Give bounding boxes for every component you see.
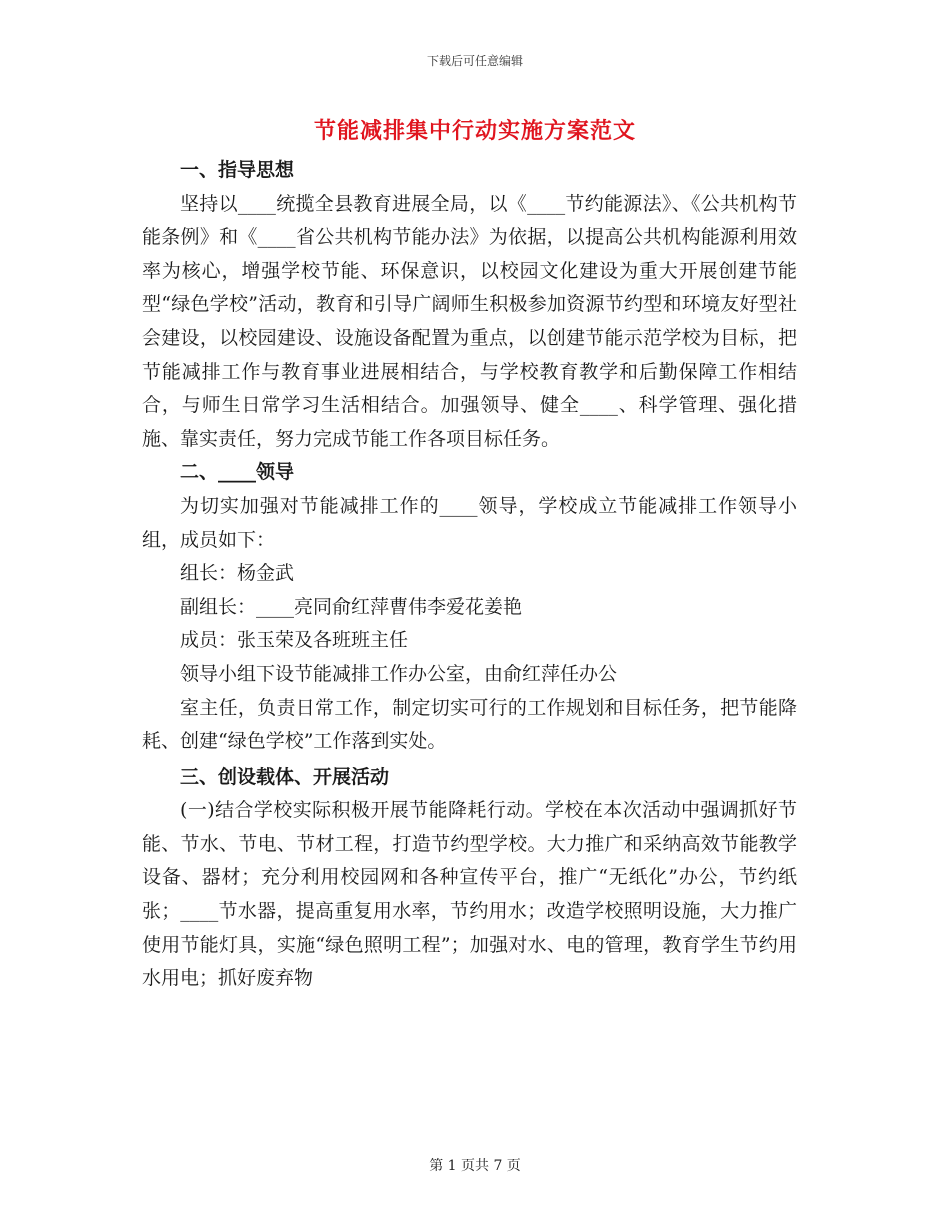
header-note: 下载后可任意编辑 [426,54,523,68]
section-2-deputy-leaders: 副组长：____亮同俞红萍曹伟李爱花姜艳 [180,595,523,618]
section-2-office-duties: 室主任，负责日常工作，制定切实可行的工作规划和目标任务，把节能降耗、创建“绿色学校”工作落到实处。 [142,696,797,753]
section-3-paragraph-1: (一)结合学校实际积极开展节能降耗行动。学校在本次活动中强调抓好节能、节水、节电、节材工程，打造节约型学校。大力推广和采纳高效节能教学设备、器材；充分利用校园网和各种宣传平台，推广“无纸化”办公，节约纸张；____节水器，提高重复用水率，节约用水；改造学校照明设施，大力推广使用节能灯具，实施“绿色照明工程”；加强对水、电的管理，教育学生节约用水用电；抓好废弃物 [142,799,797,990]
section-heading-1: 一、指导思想 [180,159,295,181]
section-2-office: 领导小组下设节能减排工作办公室，由俞红萍任办公 [180,662,618,685]
section-heading-3: 三、创设载体、开展活动 [180,765,390,788]
document-title: 节能减排集中行动实施方案范文 [313,118,636,144]
page-footer: 第 1 页共 7 页 [429,1158,521,1174]
section-heading-2: 二、____领导 [180,461,295,484]
section-1-paragraph: 坚持以____统揽全县教育进展全局，以《____节约能源法》、《公共机构节能条例》和《____省公共机构节能办法》为依据，以提高公共机构能源利用效率为核心，增强学校节能、环保意识，以校园文化建设为重大开展创建节能型“绿色学校”活动，教育和引导广阔师生积极参加资源节约型和环境友好型社会建设，以校园建设、设施设备配置为重点，以创建节能示范学校为目标，把节能减排工作与教育事业进展相结合，与学校教育教学和后勤保障工作相结合，与师生日常学习生活相结合。加强领导、健全____、科学管理、强化措施、靠实责任，努力完成节能工作各项目标任务。 [142,192,797,450]
section-2-paragraph-1: 为切实加强对节能减排工作的____领导，学校成立节能减排工作领导小组，成员如下： [142,494,797,551]
section-2-leader: 组长：杨金武 [180,562,295,585]
section-2-members: 成员：张玉荣及各班班主任 [180,629,409,652]
document-body [142,154,797,996]
